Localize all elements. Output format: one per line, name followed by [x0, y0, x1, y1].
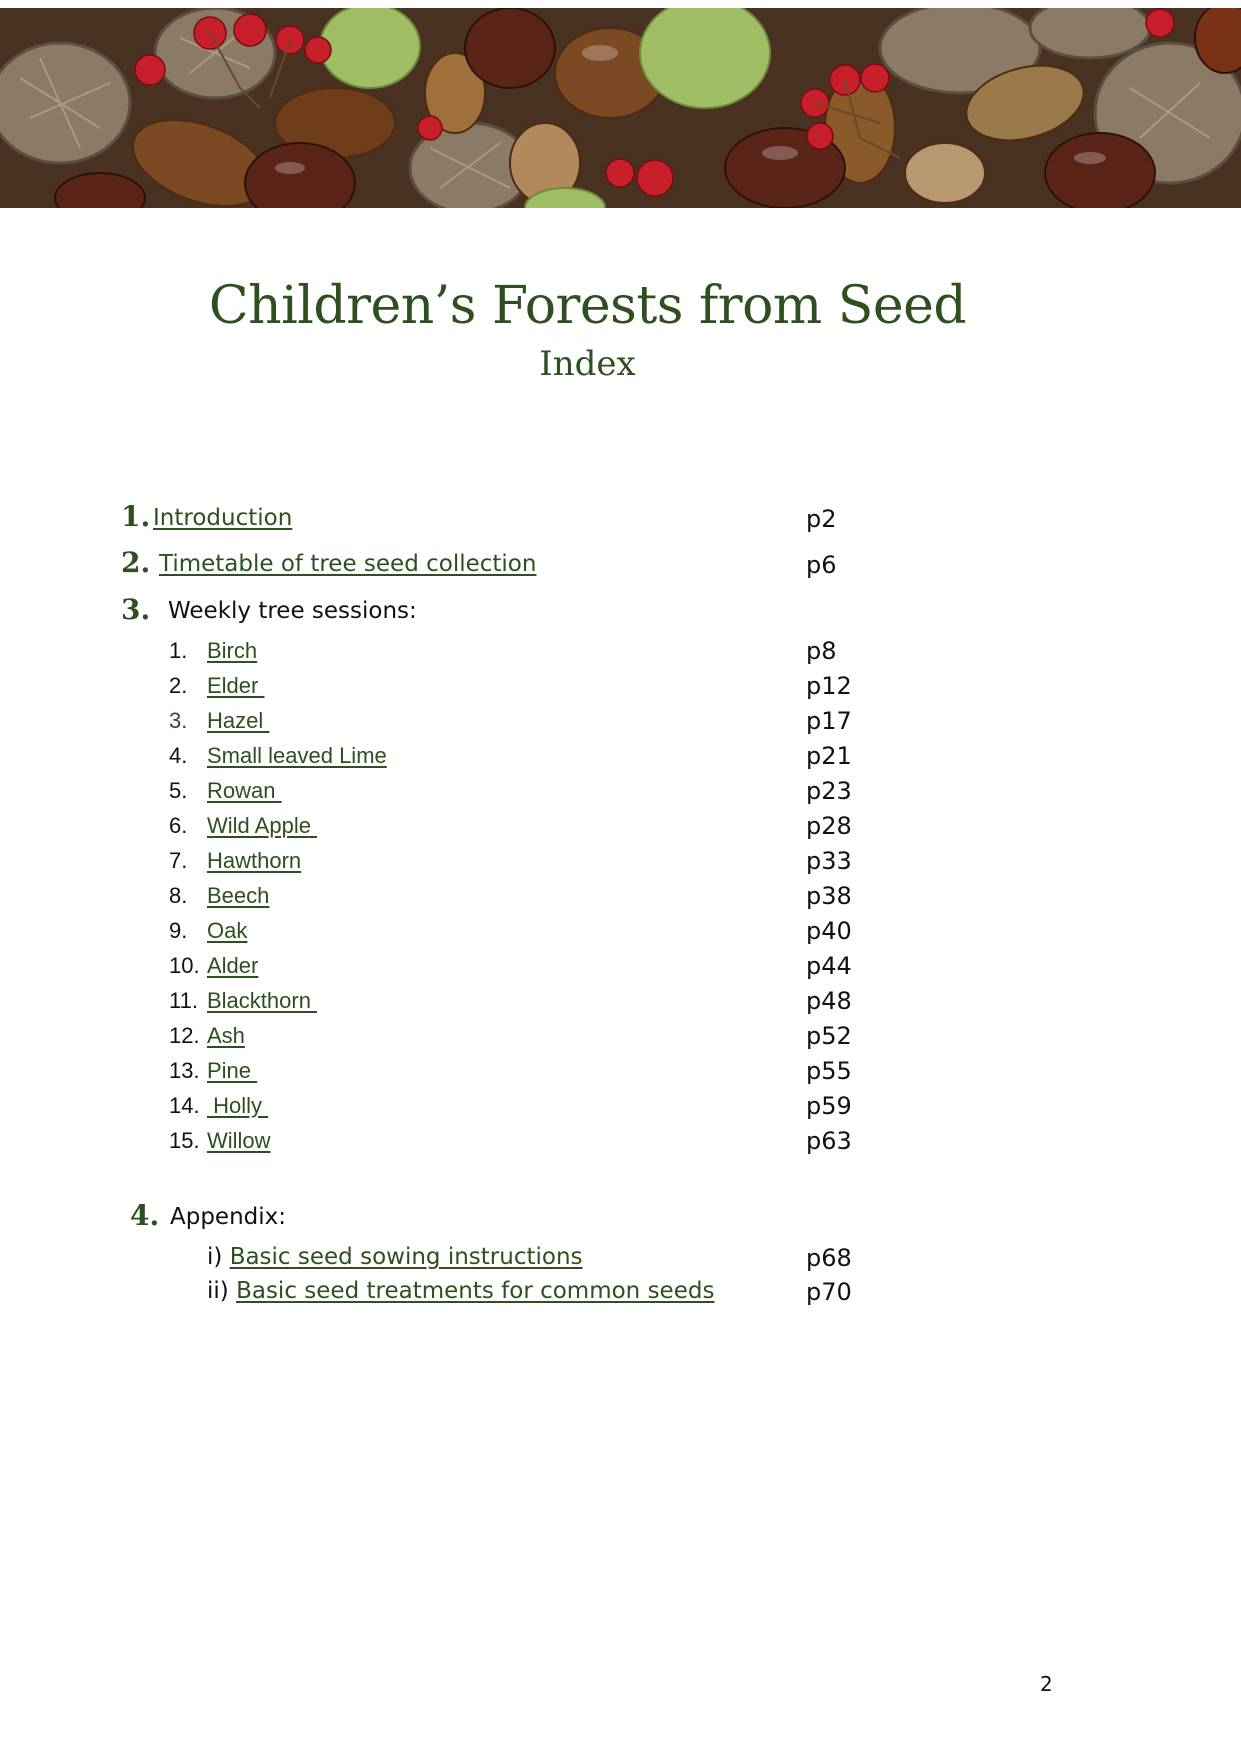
item-number: 7. — [169, 848, 188, 873]
list-item — [207, 1278, 714, 1304]
tree-link-small-leaved-lime[interactable]: Small leaved Lime — [207, 743, 387, 768]
page-ref: p55 — [806, 1057, 852, 1085]
page-ref: p8 — [806, 637, 837, 665]
page-ref: p33 — [806, 847, 852, 875]
tree-link-wild-apple[interactable]: Wild Apple — [207, 813, 318, 838]
item-number: 12. — [169, 1023, 200, 1048]
page-ref: p23 — [806, 777, 852, 805]
page-ref: p63 — [806, 1127, 852, 1155]
page-ref: p38 — [806, 882, 852, 910]
seed-treatments-link[interactable]: Basic seed treatments for common seeds — [236, 1278, 715, 1304]
tree-link-ash[interactable]: Ash — [207, 1023, 245, 1048]
item-number: 8. — [169, 883, 188, 908]
page-ref: p2 — [806, 505, 837, 533]
page-ref: p40 — [806, 917, 852, 945]
item-number: 10. — [169, 953, 200, 978]
tree-link-elder[interactable]: Elder — [207, 673, 265, 698]
item-number: 11. — [169, 988, 198, 1013]
weekly-sessions-heading: Weekly tree sessions: — [168, 598, 417, 624]
tree-link-blackthorn[interactable]: Blackthorn — [207, 988, 318, 1013]
page-ref: p21 — [806, 742, 852, 770]
section-number: 4. — [130, 1199, 160, 1232]
section-number: 2. — [121, 546, 151, 579]
item-number: i) — [207, 1244, 230, 1270]
tree-link-holly[interactable]: Holly — [207, 1093, 269, 1118]
page-ref: p44 — [806, 952, 852, 980]
item-number: 15. — [169, 1128, 200, 1153]
page-ref: p59 — [806, 1092, 852, 1120]
list-item — [207, 1244, 583, 1270]
item-number: 6. — [169, 813, 188, 838]
tree-link-beech[interactable]: Beech — [207, 883, 270, 908]
page-ref: p48 — [806, 987, 852, 1015]
item-number: 4. — [169, 743, 188, 768]
item-number: 3. — [169, 708, 188, 733]
item-number: 5. — [169, 778, 188, 803]
tree-link-pine[interactable]: Pine — [207, 1058, 258, 1083]
tree-link-willow[interactable]: Willow — [207, 1128, 271, 1153]
page-ref: p17 — [806, 707, 852, 735]
timetable-link[interactable]: Timetable of tree seed collection — [159, 551, 537, 577]
section-number: 1. — [121, 500, 151, 533]
index-heading: Index — [539, 344, 636, 384]
page-ref: p28 — [806, 812, 852, 840]
page-number: 2 — [1040, 1672, 1053, 1696]
appendix-heading: Appendix: — [170, 1204, 287, 1230]
page-title: Children’s Forests from Seed — [208, 276, 967, 336]
item-number: 2. — [169, 673, 188, 698]
page-ref: p6 — [806, 551, 837, 579]
item-number: 14. — [169, 1093, 200, 1118]
tree-link-hazel[interactable]: Hazel — [207, 708, 270, 733]
seed-collage-image — [0, 8, 1241, 208]
seed-sowing-instructions-link[interactable]: Basic seed sowing instructions — [229, 1244, 583, 1270]
item-number: 1. — [169, 638, 188, 663]
introduction-link[interactable]: Introduction — [153, 505, 293, 531]
item-number: ii) — [207, 1278, 237, 1304]
page-ref: p68 — [806, 1244, 852, 1272]
page-ref: p52 — [806, 1022, 852, 1050]
item-number: 9. — [169, 918, 188, 943]
header-banner-image — [0, 8, 1241, 208]
section-number: 3. — [121, 593, 151, 626]
page-ref: p70 — [806, 1278, 852, 1306]
tree-link-birch[interactable]: Birch — [207, 638, 258, 663]
page-ref: p12 — [806, 672, 852, 700]
tree-link-oak[interactable]: Oak — [207, 918, 248, 943]
tree-link-alder[interactable]: Alder — [207, 953, 259, 978]
tree-link-hawthorn[interactable]: Hawthorn — [207, 848, 302, 873]
item-number: 13. — [169, 1058, 200, 1083]
tree-link-rowan[interactable]: Rowan — [207, 778, 282, 803]
